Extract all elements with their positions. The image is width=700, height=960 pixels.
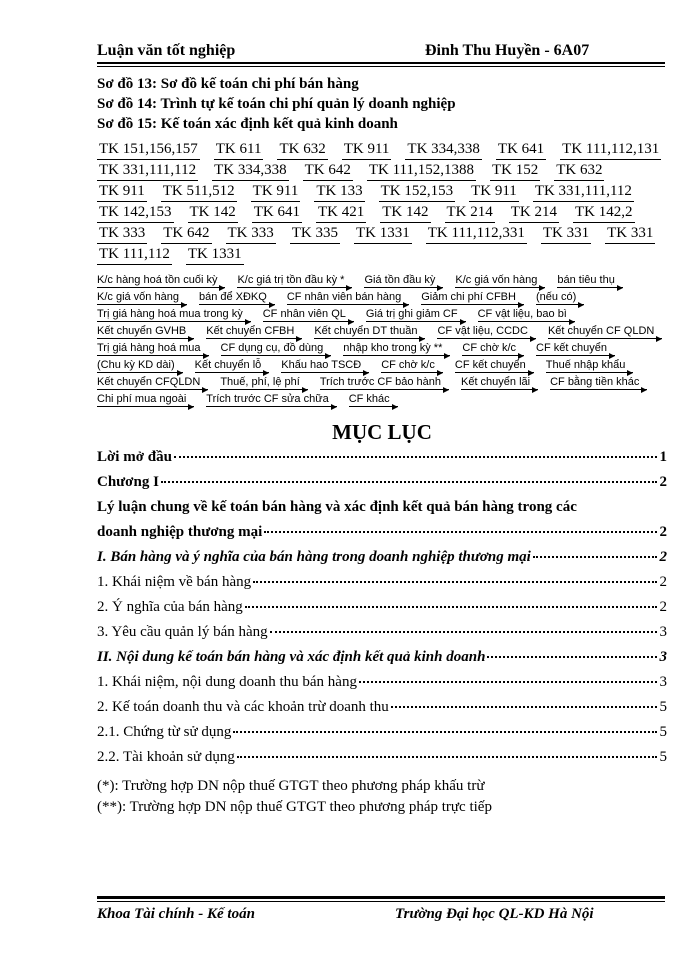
dot-leader [533, 556, 657, 558]
header-right: Đinh Thu Huyền - 6A07 [425, 42, 590, 59]
flow-label: Trích trước CF bảo hành [320, 375, 449, 390]
toc-entry[interactable] [97, 670, 667, 695]
dot-leader [174, 456, 657, 458]
dot-leader [253, 581, 657, 583]
flow-label: Trị giá hàng hoá mua trong kỳ [97, 307, 251, 322]
flow-label: nhập kho trong kỳ ** [343, 341, 450, 356]
diagram-title: Sơ đồ 13: Sơ đồ kế toán chi phí bán hàng [97, 76, 359, 92]
toc-entry[interactable] [97, 620, 667, 645]
dot-leader [245, 606, 657, 608]
account-label: TK 335 [290, 224, 340, 244]
header-rule [97, 62, 665, 64]
toc-entry[interactable] [97, 745, 667, 770]
table-of-contents [97, 445, 667, 770]
toc-entry[interactable] [97, 520, 667, 545]
account-label: TK 641 [496, 140, 546, 160]
flow-label: Giá trị ghi giảm CF [366, 307, 466, 322]
flow-label: Thuế nhập khẩu [546, 358, 634, 373]
toc-entry-label: II. Nội dung kế toán bán hàng và xác định kết quả kinh doanh [97, 649, 486, 665]
toc-entry-label: I. Bán hàng và ý nghĩa của bán hàng trong doanh nghiệp thương mại [97, 549, 531, 565]
account-label: TK 641 [252, 203, 302, 223]
account-labels [97, 140, 667, 265]
header-left: Luận văn tốt nghiệp [97, 42, 236, 59]
account-label: TK 152 [490, 161, 540, 181]
flow-label: Kết chuyển lãi [461, 375, 538, 390]
flow-label: Kết chuyển CFQLDN [97, 375, 208, 390]
account-label: TK 331 [541, 224, 591, 244]
flow-label: Giá tồn đầu kỳ [364, 273, 443, 288]
flow-label: CF vật liệu, CCDC [437, 324, 535, 339]
account-label: TK 1331 [354, 224, 412, 244]
flow-label: bán tiêu thụ [557, 273, 623, 288]
toc-entry-label: 2.1. Chứng từ sử dụng [97, 724, 232, 740]
account-label: TK 152,153 [379, 182, 456, 202]
flow-label: (Chu kỳ KD dài) [97, 358, 183, 373]
toc-entry[interactable] [97, 695, 667, 720]
flow-label: CF kết chuyển [536, 341, 615, 356]
flow-label: Khấu hao TSCĐ [281, 358, 369, 373]
flow-label: CF nhân viên bán hàng [287, 290, 409, 305]
toc-page: 3 [659, 624, 667, 640]
toc-page: 5 [659, 749, 667, 765]
dot-leader [161, 481, 657, 483]
flow-label: CF khác [349, 392, 398, 407]
footer-rule [97, 901, 665, 902]
toc-page: 3 [659, 649, 667, 665]
dot-leader [487, 656, 657, 658]
account-label: TK 331,111,112 [533, 182, 634, 202]
toc-page: 2 [659, 599, 667, 615]
flow-label: CF chờ k/c [381, 358, 443, 373]
flow-label: Kết chuyển DT thuần [314, 324, 425, 339]
toc-entry-label: Lời mở đầu [97, 449, 172, 465]
account-label: TK 642 [161, 224, 211, 244]
toc-title: MỤC LỤC [332, 420, 432, 444]
toc-entry-label: 1. Khái niệm, nội dung doanh thu bán hàng [97, 674, 357, 690]
toc-page: 2 [659, 549, 667, 565]
flow-label: (nếu có) [536, 290, 584, 305]
toc-page: 5 [659, 724, 667, 740]
flow-label: CF nhân viên QL [263, 307, 354, 322]
dot-leader [270, 631, 657, 633]
flow-label: CF dụng cụ, đồ dùng [221, 341, 332, 356]
flow-label: CF bằng tiền khác [550, 375, 647, 390]
footnote: (**): Trường hợp DN nộp thuế GTGT theo phương pháp trực tiếp [97, 799, 492, 815]
footer-left: Khoa Tài chính - Kế toán [97, 906, 255, 922]
flow-label: Trị giá hàng hoá mua [97, 341, 209, 356]
flow-label: Chi phí mua ngoài [97, 392, 194, 407]
footer-rule [97, 896, 665, 899]
footnotes [97, 776, 667, 818]
footer-right: Trường Đại học QL-KD Hà Nội [395, 906, 594, 922]
flow-label: K/c giá vốn hàng [455, 273, 545, 288]
account-label: TK 632 [277, 140, 327, 160]
account-label: TK 331,111,112 [97, 161, 198, 181]
dot-leader [391, 706, 657, 708]
toc-page: 3 [659, 674, 667, 690]
account-label: TK 111,152,1388 [367, 161, 476, 181]
flow-label: Kết chuyển CFBH [206, 324, 302, 339]
dot-leader [264, 531, 657, 533]
account-label: TK 151,156,157 [97, 140, 200, 160]
page-body [97, 74, 667, 818]
account-label: TK 331 [605, 224, 655, 244]
flow-labels [97, 273, 667, 407]
diagram-title: Sơ đồ 15: Kế toán xác định kết quả kinh doanh [97, 116, 398, 132]
toc-entry[interactable] [97, 645, 667, 670]
toc-entry-label: 2. Kế toán doanh thu và các khoản trừ doanh thu [97, 699, 389, 715]
account-label: TK 334,338 [405, 140, 482, 160]
diagram-titles [97, 74, 667, 134]
account-label: TK 111,112,131 [560, 140, 661, 160]
dot-leader [233, 731, 657, 733]
account-label: TK 911 [251, 182, 301, 202]
footnote: (*): Trường hợp DN nộp thuế GTGT theo phương pháp khấu trừ [97, 778, 485, 794]
flow-label: Kết chuyển GVHB [97, 324, 194, 339]
diagram-title: Sơ đồ 14: Trình tự kế toán chi phí quản lý doanh nghiệp [97, 96, 456, 112]
account-label: TK 632 [554, 161, 604, 181]
toc-entry-label: 2.2. Tài khoản sử dụng [97, 749, 235, 765]
dot-leader [237, 756, 657, 758]
flow-label: Thuế, phí, lệ phí [220, 375, 308, 390]
toc-page: 1 [659, 449, 667, 465]
account-label: TK 333 [97, 224, 147, 244]
account-label: TK 142,153 [97, 203, 174, 223]
toc-page: 2 [659, 474, 667, 490]
account-label: TK 911 [469, 182, 519, 202]
flow-label: Giảm chi phí CFBH [421, 290, 524, 305]
toc-page: 2 [659, 524, 667, 540]
account-label: TK 111,112,331 [426, 224, 527, 244]
flow-label: K/c giá vốn hàng [97, 290, 187, 305]
account-label: TK 334,338 [212, 161, 289, 181]
toc-entry-label: Lý luận chung về kế toán bán hàng và xác định kết quả bán hàng trong các [97, 499, 577, 515]
account-label: TK 214 [445, 203, 495, 223]
flow-label: Trích trước CF sửa chữa [206, 392, 336, 407]
account-label: TK 333 [226, 224, 276, 244]
account-label: TK 133 [314, 182, 364, 202]
toc-entry-label: doanh nghiệp thương mại [97, 524, 263, 540]
flow-label: bán để XĐKQ [199, 290, 275, 305]
toc-entry[interactable] [97, 470, 667, 495]
flow-label: CF kết chuyển [455, 358, 534, 373]
toc-entry[interactable] [97, 720, 667, 745]
account-label: TK 511,512 [161, 182, 237, 202]
flow-label: Kết chuyển CF QLDN [548, 324, 662, 339]
flow-label: K/c hàng hoá tồn cuối kỳ [97, 273, 225, 288]
toc-entry[interactable] [97, 570, 667, 595]
toc-entry-label: Chương I [97, 474, 159, 490]
toc-entry-label: 2. Ý nghĩa của bán hàng [97, 599, 243, 615]
account-label: TK 1331 [186, 245, 244, 265]
flow-label: Kết chuyển lỗ [195, 358, 270, 373]
account-label: TK 911 [97, 182, 147, 202]
toc-entry[interactable] [97, 445, 667, 470]
account-label: TK 611 [214, 140, 264, 160]
account-label: TK 421 [316, 203, 366, 223]
toc-page: 5 [659, 699, 667, 715]
flow-label: CF chờ k/c [462, 341, 524, 356]
toc-page: 2 [659, 574, 667, 590]
flow-label: K/c giá trị tồn đầu kỳ * [237, 273, 352, 288]
account-label: TK 142,2 [573, 203, 635, 223]
toc-entry[interactable] [97, 495, 667, 520]
toc-entry-label: 3. Yêu cầu quản lý bán hàng [97, 624, 268, 640]
flow-label: CF vật liệu, bao bì [478, 307, 575, 322]
account-label: TK 142 [380, 203, 430, 223]
toc-entry[interactable] [97, 545, 667, 570]
account-label: TK 111,112 [97, 245, 172, 265]
toc-entry-label: 1. Khái niệm về bán hàng [97, 574, 252, 590]
account-label: TK 642 [303, 161, 353, 181]
account-label: TK 142 [188, 203, 238, 223]
account-label: TK 214 [509, 203, 559, 223]
account-label: TK 911 [342, 140, 392, 160]
toc-entry[interactable] [97, 595, 667, 620]
header-rule [97, 66, 665, 67]
dot-leader [359, 681, 657, 683]
